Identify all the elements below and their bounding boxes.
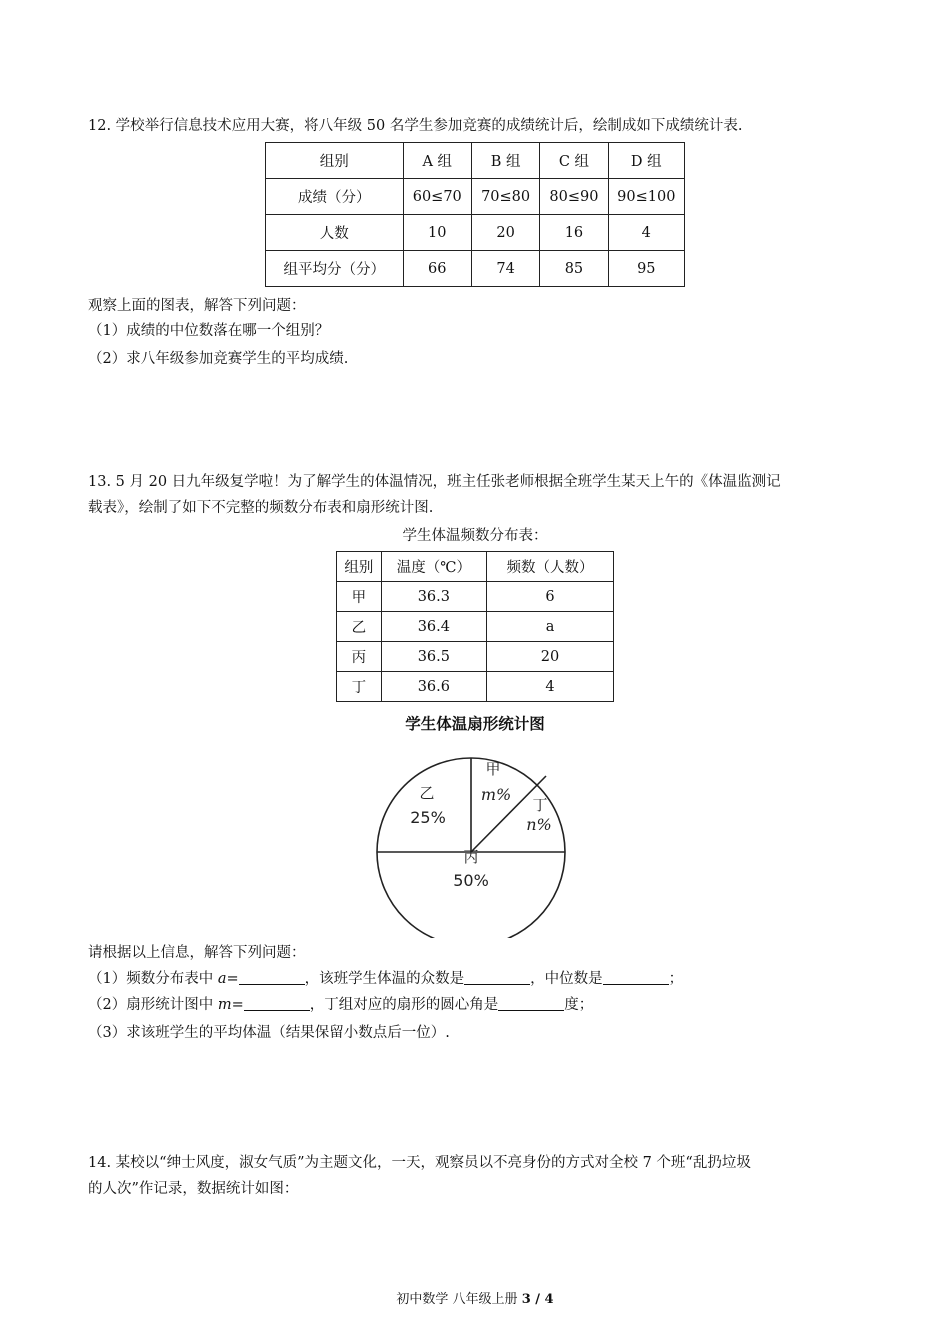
table-cell: 36.4 — [381, 612, 486, 642]
table-cell: C 组 — [540, 143, 608, 179]
q13-table-title: 学生体温频数分布表： — [402, 528, 548, 544]
table-cell: 组别 — [337, 552, 382, 582]
pie-title: 学生体温扇形统计图 — [405, 715, 545, 733]
table-cell: 74 — [471, 251, 539, 287]
table-row — [337, 672, 614, 702]
q13-stem-line1: 13. 5 月 20 日九年级复学啦！为了解学生的体温情况，班主任张老师根据全班学生某天上午的《体温监测记 — [88, 474, 781, 490]
table-cell: 组平均分（分） — [266, 251, 404, 287]
table-cell: 6 — [487, 582, 614, 612]
q13-sub2 — [88, 996, 593, 1014]
pie-value-yi: 25% — [410, 808, 446, 827]
answer-blank[interactable] — [244, 996, 310, 1011]
table-cell: 36.6 — [381, 672, 486, 702]
table-row — [337, 612, 614, 642]
table-cell: 温度（℃） — [381, 552, 486, 582]
table-cell: 20 — [471, 215, 539, 251]
table-cell: 10 — [403, 215, 471, 251]
q14-stem-line1: 14. 某校以“绅士风度，淑女气质”为主题文化，一天，观察员以不亮身份的方式对全校 7 个班“乱扔垃圾 — [88, 1155, 751, 1171]
q12-intro: 观察上面的图表，解答下列问题： — [88, 298, 306, 314]
table-cell: 频数（人数） — [487, 552, 614, 582]
table-cell: 95 — [608, 251, 684, 287]
pie-value-bing: 50% — [453, 871, 489, 890]
table-cell: B 组 — [471, 143, 539, 179]
sub2-prefix: （2）扇形统计图中 — [88, 997, 218, 1013]
score-table — [265, 142, 685, 287]
q12-stem: 12. 学校举行信息技术应用大赛，将八年级 50 名学生参加竞赛的成绩统计后，绘制成如下成绩统计表. — [88, 118, 743, 134]
table-row — [266, 143, 685, 179]
pie-label-jia: 甲 — [485, 760, 501, 778]
table-cell: 丁 — [337, 672, 382, 702]
table-cell: 乙 — [337, 612, 382, 642]
footer-text: 初中数学 八年级上册 — [396, 1292, 522, 1307]
answer-blank[interactable] — [239, 970, 305, 985]
table-cell: D 组 — [608, 143, 684, 179]
table-cell: 丙 — [337, 642, 382, 672]
pie-value-jia: m% — [480, 785, 512, 804]
answer-blank[interactable] — [464, 970, 530, 985]
page-number: 3 / 4 — [521, 1292, 554, 1307]
temperature-table — [336, 551, 614, 702]
sub1-prefix: （1）频数分布表中 — [88, 971, 218, 987]
equals-sign: = — [226, 971, 239, 987]
answer-blank[interactable] — [603, 970, 669, 985]
table-cell: 60≤70 — [403, 179, 471, 215]
q13-sub1 — [88, 970, 683, 988]
table-cell: 甲 — [337, 582, 382, 612]
answer-blank[interactable] — [498, 996, 564, 1011]
table-cell: 人数 — [266, 215, 404, 251]
table-cell: 85 — [540, 251, 608, 287]
table-cell: 70≤80 — [471, 179, 539, 215]
var-m: m — [217, 997, 232, 1013]
table-cell: 90≤100 — [608, 179, 684, 215]
pie-value-ding: n% — [526, 815, 552, 834]
table-cell: 4 — [487, 672, 614, 702]
sub2-end: 度； — [564, 997, 594, 1013]
sub2-angle-text: ，丁组对应的扇形的圆心角是 — [309, 997, 499, 1013]
q14-stem-line2: 的人次”作记录，数据统计如图： — [88, 1181, 299, 1197]
table-row — [266, 215, 685, 251]
pie-label-yi: 乙 — [419, 784, 435, 802]
sub1-median-text: ，中位数是 — [530, 971, 603, 987]
table-row — [337, 582, 614, 612]
table-row — [266, 251, 685, 287]
table-cell: 36.3 — [381, 582, 486, 612]
table-cell: a — [487, 612, 614, 642]
table-cell: 36.5 — [381, 642, 486, 672]
table-cell: 成绩（分） — [266, 179, 404, 215]
q12-sub1: （1）成绩的中位数落在哪一个组别？ — [88, 323, 330, 339]
sub1-mode-text: ，该班学生体温的众数是 — [304, 971, 465, 987]
page-footer — [0, 1288, 950, 1307]
table-row — [337, 552, 614, 582]
var-a: a — [217, 971, 227, 987]
pie-label-ding: 丁 — [532, 796, 548, 814]
table-row — [337, 642, 614, 672]
table-cell: 66 — [403, 251, 471, 287]
pie-svg — [360, 706, 590, 938]
pie-label-bing: 丙 — [463, 848, 479, 866]
sub1-end: ； — [668, 971, 684, 987]
table-cell: A 组 — [403, 143, 471, 179]
table-cell: 80≤90 — [540, 179, 608, 215]
equals-sign: = — [231, 997, 244, 1013]
table-cell: 16 — [540, 215, 608, 251]
q13-intro: 请根据以上信息，解答下列问题： — [88, 945, 306, 961]
table-cell: 组别 — [266, 143, 404, 179]
table-cell: 20 — [487, 642, 614, 672]
pie-chart — [360, 706, 590, 938]
q13-stem-line2: 载表》，绘制了如下不完整的频数分布表和扇形统计图. — [88, 500, 434, 516]
table-cell: 4 — [608, 215, 684, 251]
q13-sub3: （3）求该班学生的平均体温（结果保留小数点后一位）. — [88, 1025, 450, 1041]
q12-sub2: （2）求八年级参加竞赛学生的平均成绩. — [88, 351, 349, 367]
table-row — [266, 179, 685, 215]
